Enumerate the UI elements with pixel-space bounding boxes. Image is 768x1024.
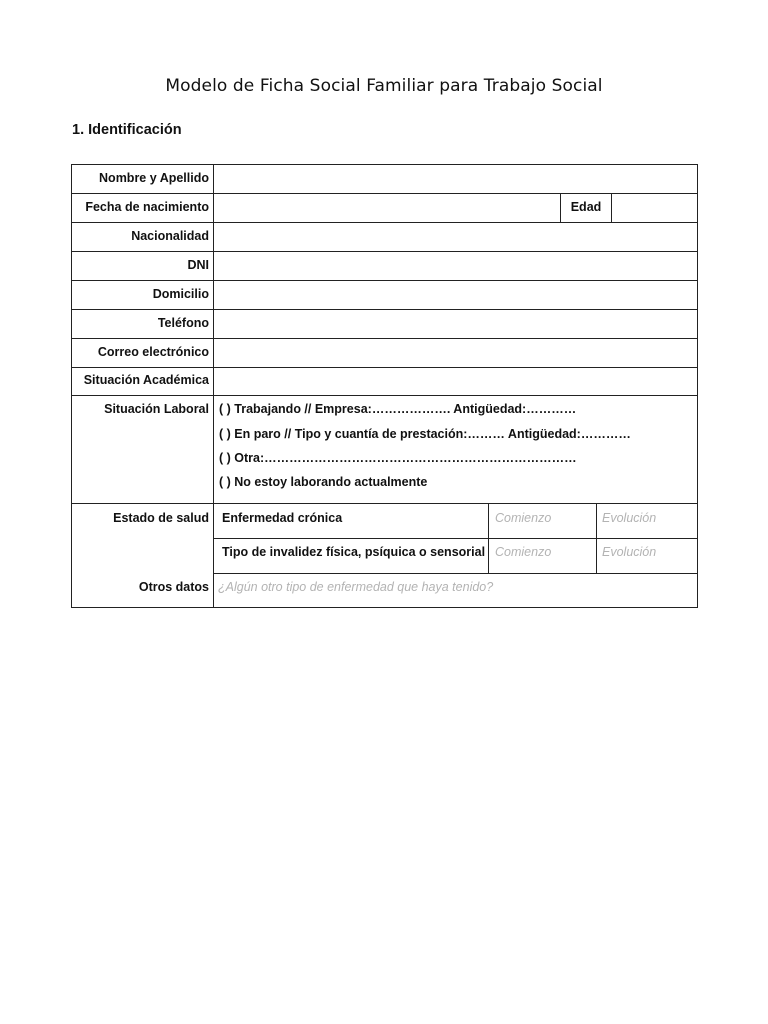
label-telefono: Teléfono [157, 316, 209, 330]
enfermedad-evolucion-field[interactable]: Evolución [602, 511, 657, 525]
labor-option-en-paro[interactable]: ( ) En paro // Tipo y cuantía de prestación:……… Antigüedad:………… [219, 427, 631, 441]
telefono-field[interactable] [214, 310, 697, 338]
row-correo [72, 339, 697, 368]
row-situacion-academica [72, 368, 697, 396]
identification-form [71, 164, 698, 608]
nombre-field[interactable] [214, 165, 697, 193]
health-row-divider-1 [213, 538, 697, 539]
label-situacion-academica: Situación Académica [83, 373, 209, 387]
label-domicilio: Domicilio [152, 287, 209, 301]
edad-field[interactable] [612, 194, 697, 222]
row-nombre [72, 165, 697, 194]
label-correo: Correo electrónico [97, 345, 209, 359]
dni-field[interactable] [214, 252, 697, 280]
invalidez-evolucion-field[interactable]: Evolución [602, 545, 657, 559]
health-item-enfermedad-cronica: Enfermedad crónica [222, 511, 343, 525]
health-item-invalidez: Tipo de invalidez física, psíquica o sensorial [222, 545, 486, 559]
situacion-academica-field[interactable] [214, 368, 697, 395]
page-title: Modelo de Ficha Social Familiar para Trabajo Social [165, 76, 603, 96]
row-domicilio [72, 281, 697, 310]
enfermedad-comienzo-field[interactable]: Comienzo [495, 511, 552, 525]
label-nombre: Nombre y Apellido [99, 171, 209, 185]
labor-option-trabajando[interactable]: ( ) Trabajando // Empresa:………………. Antigüedad:………… [219, 402, 577, 416]
fecha-nacimiento-field[interactable] [214, 194, 560, 222]
health-col-divider-1 [488, 504, 489, 573]
section-heading: 1. Identificación [72, 122, 182, 138]
labor-option-otra[interactable]: ( ) Otra:………………………………………………………………… [219, 451, 577, 465]
label-situacion-laboral: Situación Laboral [104, 402, 209, 416]
label-fecha-nacimiento: Fecha de nacimiento [85, 200, 209, 214]
otros-datos-field[interactable]: ¿Algún otro tipo de enfermedad que haya tenido? [218, 580, 494, 594]
label-estado-salud: Estado de salud [113, 511, 209, 525]
label-dni: DNI [187, 258, 209, 272]
row-fecha [72, 194, 697, 223]
invalidez-comienzo-field[interactable]: Comienzo [495, 545, 552, 559]
correo-field[interactable] [214, 339, 697, 367]
nacionalidad-field[interactable] [214, 223, 697, 251]
labor-option-no-laborando[interactable]: ( ) No estoy laborando actualmente [219, 475, 428, 489]
health-row-divider-2 [213, 573, 697, 574]
domicilio-field[interactable] [214, 281, 697, 309]
row-situacion-laboral [72, 396, 697, 504]
health-col-divider-2 [596, 504, 597, 573]
label-nacionalidad: Nacionalidad [131, 229, 209, 243]
row-dni [72, 252, 697, 281]
row-telefono [72, 310, 697, 339]
row-nacionalidad [72, 223, 697, 252]
label-edad: Edad [570, 200, 602, 214]
label-otros-datos: Otros datos [138, 580, 209, 594]
